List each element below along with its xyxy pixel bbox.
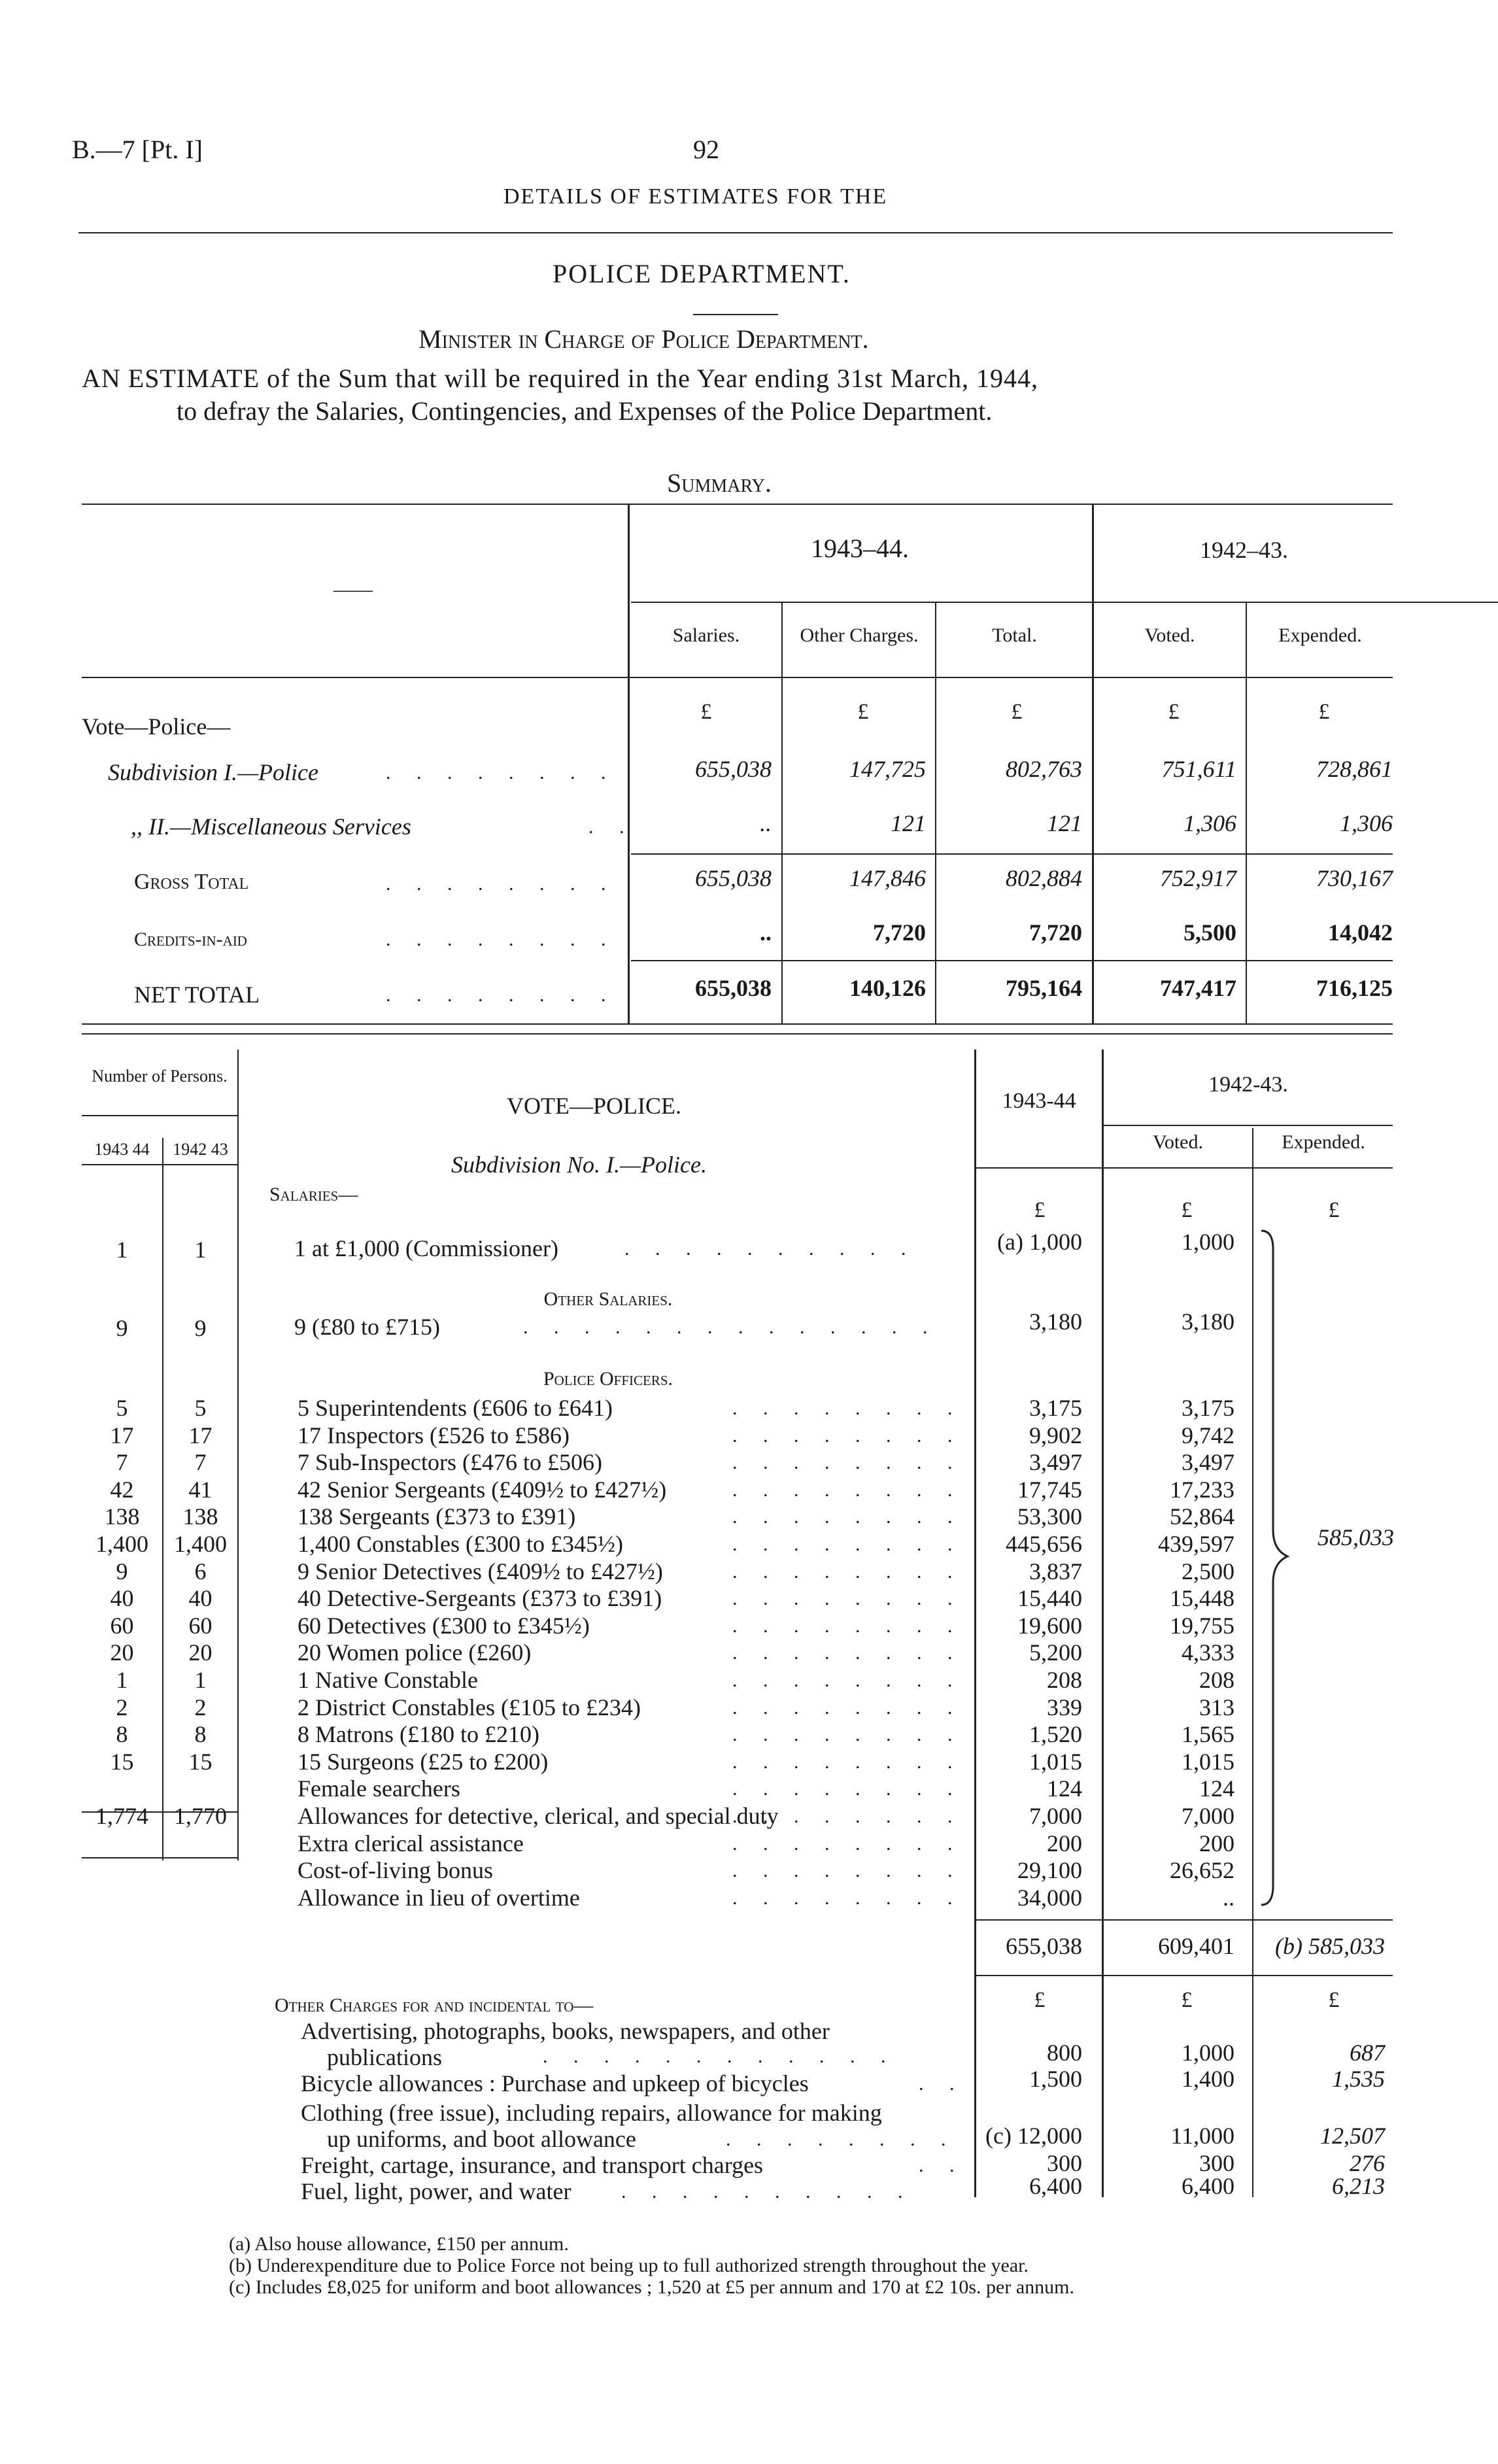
row-label: Extra clerical assistance <box>298 1830 524 1857</box>
leader-dots: . . . . . . . . <box>732 1778 963 1800</box>
value-1942: 1,565 <box>1182 1721 1234 1747</box>
persons-1943: 20 <box>110 1639 134 1666</box>
persons-1943: 1,400 <box>95 1531 148 1557</box>
persons-1942: 15 <box>188 1749 213 1775</box>
persons-1942: 138 <box>182 1503 218 1530</box>
pound-sign: £ <box>1328 1198 1340 1222</box>
total-value: 795,164 <box>1006 975 1082 1001</box>
police-officers-heading: Police Officers. <box>543 1368 673 1390</box>
subtotal-rule <box>631 853 1393 855</box>
total-value: 802,763 <box>1006 756 1082 782</box>
summary-col-expended: Expended. <box>1278 625 1362 646</box>
value-1943: 3,837 <box>1029 1558 1082 1584</box>
value-1942: 3,180 <box>1182 1309 1234 1335</box>
other-value: 7,720 <box>873 919 926 946</box>
salaries-value: 655,038 <box>695 975 772 1001</box>
value-1942: 4,333 <box>1182 1639 1234 1666</box>
persons-1943: 9 <box>116 1315 128 1341</box>
value-1943: 445,656 <box>1006 1531 1082 1557</box>
department-title: POLICE DEPARTMENT. <box>553 259 851 288</box>
leader-dots: . . . . . . . . <box>732 1561 963 1583</box>
value-expended: 687 <box>1350 2040 1385 2066</box>
voted-value: 751,611 <box>1161 756 1236 782</box>
total-expended: (b) 585,033 <box>1275 1933 1385 1959</box>
leader-dots: . . . . . . . . . . . . <box>543 2045 896 2067</box>
value-1942: 1,015 <box>1182 1749 1234 1775</box>
row-label: 5 Superintendents (£606 to £641) <box>298 1395 613 1421</box>
other-value: 140,126 <box>849 975 926 1001</box>
salaries-value: 655,038 <box>695 756 772 782</box>
leader-dots: . . . . . . . . <box>732 1533 963 1555</box>
summary-col-salaries: Salaries. <box>672 625 740 646</box>
row-label: 40 Detective-Sergeants (£373 to £391) <box>298 1585 662 1611</box>
col-expended: Expended. <box>1282 1131 1365 1153</box>
summary-bottom-rule <box>82 1033 1393 1035</box>
total-1942: 609,401 <box>1158 1933 1234 1959</box>
totals-rule <box>976 1919 1393 1921</box>
persons-1943: 1 <box>116 1667 128 1693</box>
value-1942: 1,400 <box>1182 2066 1234 2092</box>
row-label: Allowances for detective, clerical, and special duty <box>298 1803 779 1829</box>
value-1942: 11,000 <box>1170 2123 1234 2149</box>
leader-dots: . . . . . . . . <box>732 1887 963 1909</box>
value-1943: 15,440 <box>1017 1585 1082 1611</box>
value-1942: 15,448 <box>1170 1585 1234 1611</box>
row-label: 60 Detectives (£300 to £345½) <box>298 1613 590 1639</box>
value-1943: (c) 12,000 <box>985 2123 1082 2149</box>
row-label: 7 Sub-Inspectors (£476 to £506) <box>298 1449 602 1475</box>
persons-1942: 6 <box>194 1558 207 1584</box>
leader-dots: . . <box>919 2073 965 2095</box>
total-value: 802,884 <box>1006 865 1082 891</box>
row-label: Female searchers <box>298 1775 460 1802</box>
value-1943: 208 <box>1047 1667 1082 1693</box>
persons-1942: 8 <box>194 1721 207 1747</box>
row-label: NET TOTAL <box>134 982 260 1008</box>
value-1942: 26,652 <box>1170 1857 1234 1883</box>
persons-1943: 138 <box>104 1503 140 1530</box>
value-1943: 6,400 <box>1029 2173 1082 2199</box>
value-1943: 34,000 <box>1017 1885 1082 1911</box>
persons-1942: 60 <box>188 1613 213 1639</box>
summary-year-current: 1943–44. <box>811 534 909 563</box>
value-1942: 208 <box>1199 1667 1234 1693</box>
leader-dots: . . . . . . . . <box>732 1724 963 1745</box>
other-salaries-heading: Other Salaries. <box>543 1288 673 1310</box>
value-1943: 124 <box>1047 1775 1082 1802</box>
salaries-value: .. <box>760 919 772 946</box>
leader-dots: . . . . . . . . <box>732 1479 963 1501</box>
row-label: 1 at £1,000 (Commissioner) <box>294 1235 558 1261</box>
value-1942: 2,500 <box>1182 1558 1234 1584</box>
summary-col-rule <box>628 504 630 1023</box>
estimate-line-1: AN ESTIMATE of the Sum that will be required in the Year ending 31st March, 1944, <box>82 364 1039 393</box>
value-1942: 124 <box>1199 1775 1234 1802</box>
persons-1943: 5 <box>116 1395 128 1421</box>
row-label: 9 Senior Detectives (£409½ to £427½) <box>298 1558 663 1584</box>
expended-value: 1,306 <box>1340 810 1393 836</box>
footnote-a: (a) Also house allowance, £150 per annum. <box>229 2233 569 2255</box>
page-number: 92 <box>693 135 719 164</box>
vote-col-rule <box>1252 1128 1253 2197</box>
value-expended: 12,507 <box>1320 2123 1385 2149</box>
leader-dots: . . . . . . . . <box>386 762 617 783</box>
row-label: 2 District Constables (£105 to £234) <box>298 1694 641 1720</box>
row-label: 9 (£80 to £715) <box>294 1314 440 1340</box>
pound-sign: £ <box>1011 700 1023 724</box>
leader-dots: . . . . . . . . <box>726 2129 957 2150</box>
other-value: 121 <box>891 810 926 836</box>
pound-sign: £ <box>1181 1198 1193 1222</box>
persons-1942: 2 <box>194 1694 207 1720</box>
short-rule <box>693 314 778 315</box>
leader-dots: . . . . . . . . <box>732 1506 963 1528</box>
header-rule <box>78 232 1393 233</box>
row-label: 1 Native Constable <box>298 1667 478 1693</box>
leader-dots: . . . . . . . . <box>732 1397 963 1419</box>
persons-1942: 1,770 <box>174 1803 227 1829</box>
value-1943: 53,300 <box>1017 1503 1082 1530</box>
row-label: Cost-of-living bonus <box>298 1857 494 1883</box>
row-label: 1,400 Constables (£300 to £345½) <box>298 1531 623 1557</box>
persons-1942: 17 <box>188 1422 213 1448</box>
persons-1943: 40 <box>110 1585 134 1611</box>
voted-value: 1,306 <box>1183 810 1236 836</box>
value-1942: 300 <box>1199 2150 1234 2176</box>
persons-1942: 9 <box>194 1315 207 1341</box>
footnote-c: (c) Includes £8,025 for uniform and boot allowances ; 1,520 at £5 per annum and 170 at £2 10s. per annum. <box>229 2276 1075 2298</box>
summary-year-previous: 1942–43. <box>1200 537 1288 563</box>
summary-header-rule <box>82 677 1393 678</box>
value-expended: 1,535 <box>1332 2066 1385 2092</box>
years-header-rule <box>976 1167 1393 1169</box>
persons-header-rule <box>82 1115 237 1116</box>
col-1943-44: 1943 44 <box>94 1140 150 1159</box>
summary-bottom-rule <box>82 1023 1393 1025</box>
leader-dots: . . <box>919 2155 965 2176</box>
col-voted: Voted. <box>1153 1131 1203 1153</box>
voted-value: 752,917 <box>1160 865 1236 891</box>
charge-label-cont: up uniforms, and boot allowance <box>327 2126 636 2152</box>
charge-label: Advertising, photographs, books, newspapers, and other <box>301 2018 830 2044</box>
value-1943: 3,175 <box>1029 1395 1082 1421</box>
voted-value: 5,500 <box>1183 919 1236 946</box>
persons-1943: 1,774 <box>95 1803 148 1829</box>
value-1943: 1,500 <box>1029 2066 1082 2092</box>
leader-dots: . . . . . . . . <box>732 1669 963 1691</box>
persons-1942: 20 <box>188 1639 213 1666</box>
persons-total-rule <box>82 1857 237 1858</box>
page-subtitle: DETAILS OF ESTIMATES FOR THE <box>503 184 888 209</box>
value-1943: 300 <box>1047 2150 1082 2176</box>
charge-label-cont: publications <box>327 2044 442 2070</box>
total-value: 121 <box>1047 810 1082 836</box>
summary-title: Summary. <box>667 468 772 498</box>
persons-1942: 5 <box>194 1395 207 1421</box>
vote-label: Vote—Police— <box>82 713 231 740</box>
value-1943: 19,600 <box>1017 1613 1082 1639</box>
persons-1943: 42 <box>110 1477 134 1503</box>
leader-dots: . . . . . . . . . . <box>624 1238 917 1259</box>
net-rule <box>631 960 1393 961</box>
leader-dots: . . . . . . . . <box>732 1615 963 1637</box>
voted-value: 747,417 <box>1160 975 1236 1001</box>
charge-label: Fuel, light, power, and water <box>301 2178 571 2204</box>
expended-value: 728,861 <box>1316 756 1393 782</box>
row-label: 20 Women police (£260) <box>298 1639 532 1666</box>
pound-sign: £ <box>1034 1198 1046 1222</box>
value-1942: .. <box>1223 1885 1234 1911</box>
minister-heading: Minister in Charge of Police Department. <box>418 324 869 354</box>
vote-title: VOTE—POLICE. <box>507 1093 681 1119</box>
persons-1943: 7 <box>116 1449 128 1475</box>
salaries-value: .. <box>760 810 772 836</box>
value-1943: 1,015 <box>1029 1749 1082 1775</box>
value-1942: 7,000 <box>1182 1803 1234 1829</box>
pound-sign: £ <box>857 700 869 724</box>
value-1942: 1,000 <box>1182 1229 1234 1255</box>
value-1943: 17,745 <box>1017 1477 1082 1503</box>
value-1942: 17,233 <box>1170 1477 1234 1503</box>
persons-1942: 40 <box>188 1585 213 1611</box>
persons-subheader-rule <box>82 1164 237 1165</box>
persons-1943: 15 <box>110 1749 134 1775</box>
value-1943: 3,497 <box>1029 1449 1082 1475</box>
value-1943: 200 <box>1047 1830 1082 1857</box>
value-1942: 1,000 <box>1182 2040 1234 2066</box>
value-1943: 7,000 <box>1029 1803 1082 1829</box>
value-1942: 52,864 <box>1170 1503 1234 1530</box>
value-expended: 276 <box>1350 2150 1385 2176</box>
row-label: Subdivision I.—Police <box>108 759 318 785</box>
persons-1943: 2 <box>116 1694 128 1720</box>
bracket-expended-value: 585,033 <box>1318 1524 1394 1550</box>
pound-sign: £ <box>1034 1988 1046 2012</box>
expended-value: 716,125 <box>1316 975 1393 1001</box>
persons-1942: 1,400 <box>174 1531 227 1557</box>
leader-dots: . . . . . . . . <box>732 1833 963 1855</box>
value-1943: 3,180 <box>1029 1309 1082 1335</box>
pound-sign: £ <box>1318 700 1330 724</box>
value-1942: 19,755 <box>1170 1613 1234 1639</box>
persons-1942: 41 <box>188 1477 213 1503</box>
summary-top-rule <box>82 504 1393 505</box>
leader-dots: . . . . . . . . <box>732 1751 963 1773</box>
leader-dots: . . . . . . . . <box>732 1642 963 1664</box>
summary-sub-rule <box>631 602 1498 603</box>
row-label: 138 Sergeants (£373 to £391) <box>298 1503 576 1530</box>
expended-value: 14,042 <box>1328 919 1393 946</box>
value-1943: 1,520 <box>1029 1721 1082 1747</box>
persons-1942: 1 <box>194 1667 207 1693</box>
value-1942: 439,597 <box>1158 1531 1234 1557</box>
leader-dots: . . . . . . . . . . . . . . <box>523 1316 938 1338</box>
row-label: Credits-in-aid <box>134 929 247 950</box>
other-value: 147,725 <box>849 756 926 782</box>
leader-dots: . . . . . . . . <box>732 1697 963 1719</box>
totals-bottom-rule <box>976 1975 1393 1976</box>
value-1942: 3,175 <box>1182 1395 1234 1421</box>
expended-value: 730,167 <box>1316 865 1393 891</box>
total-1943: 655,038 <box>1006 1933 1082 1959</box>
value-1943: 29,100 <box>1017 1857 1082 1883</box>
part-reference: B.—7 [Pt. I] <box>72 135 203 164</box>
total-value: 7,720 <box>1029 919 1082 946</box>
value-1943: 800 <box>1047 2040 1082 2066</box>
salaries-value: 655,038 <box>695 865 772 891</box>
leader-dots: . . . . . . . . <box>732 1860 963 1881</box>
leader-dots: . . . . . . . . <box>386 873 617 895</box>
pound-sign: £ <box>700 700 712 724</box>
value-1942: 9,742 <box>1182 1422 1234 1448</box>
value-1942: 200 <box>1199 1830 1234 1857</box>
years-sub-rule <box>1104 1125 1393 1126</box>
value-1942: 3,497 <box>1182 1449 1234 1475</box>
pound-sign: £ <box>1328 1988 1340 2012</box>
persons-1943: 1 <box>116 1237 128 1263</box>
footnote-b: (b) Underexpenditure due to Police Force not being up to full authorized strength throughout the year. <box>229 2255 1029 2276</box>
estimate-line-2: to defray the Salaries, Contingencies, and Expenses of the Police Department. <box>177 396 993 426</box>
persons-1943: 8 <box>116 1721 128 1747</box>
leader-dots: . . . . . . . . . . <box>621 2181 913 2202</box>
leader-dots: . . . . . . . . <box>386 929 617 950</box>
value-1943: 5,200 <box>1029 1639 1082 1666</box>
leader-dots: . . <box>588 816 635 838</box>
persons-1943: 9 <box>116 1558 128 1584</box>
charge-label: Clothing (free issue), including repairs, allowance for making <box>301 2100 882 2126</box>
other-charges-heading: Other Charges for and incidental to— <box>275 1994 594 2016</box>
vote-col-rule <box>237 1050 239 1860</box>
row-label: 8 Matrons (£180 to £210) <box>298 1721 539 1747</box>
leader-dots: . . . . . . . . <box>732 1452 963 1473</box>
value-expended: 6,213 <box>1332 2173 1385 2199</box>
row-label: 17 Inspectors (£526 to £586) <box>298 1422 570 1448</box>
leader-dots: . . . . . . . . <box>732 1805 963 1827</box>
summary-col-total: Total. <box>992 625 1037 646</box>
brace-icon <box>1259 1229 1291 1906</box>
value-1943: 9,902 <box>1029 1422 1082 1448</box>
col-1942-43: 1942 43 <box>173 1140 228 1159</box>
other-value: 147,846 <box>849 865 926 891</box>
row-label: Allowance in lieu of overtime <box>298 1885 580 1911</box>
leader-dots: . . . . . . . . <box>386 984 617 1006</box>
leader-dots: . . . . . . . . <box>732 1588 963 1609</box>
row-label: ,, II.—Miscellaneous Services <box>131 813 411 840</box>
summary-col-voted: Voted. <box>1144 625 1195 646</box>
year-previous: 1942-43. <box>1208 1072 1288 1097</box>
subdivision-heading: Subdivision No. I.—Police. <box>451 1152 707 1178</box>
row-label: 42 Senior Sergeants (£409½ to £427½) <box>298 1477 667 1503</box>
persons-header: Number of Persons. <box>92 1067 228 1086</box>
year-current: 1943-44 <box>1002 1089 1076 1113</box>
leader-dots: . . . . . . . . <box>732 1425 963 1446</box>
persons-1943: 17 <box>110 1422 134 1448</box>
value-1942: 6,400 <box>1182 2173 1234 2199</box>
value-1943: (a) 1,000 <box>997 1229 1082 1255</box>
summary-stub: —— <box>333 579 373 600</box>
summary-col-other: Other Charges. <box>800 625 919 646</box>
row-label: Gross Total <box>134 870 249 894</box>
row-label: 15 Surgeons (£25 to £200) <box>298 1749 549 1775</box>
charge-label: Bicycle allowances : Purchase and upkeep of bicycles <box>301 2070 809 2096</box>
value-1942: 313 <box>1199 1694 1234 1720</box>
persons-1942: 1 <box>194 1237 207 1263</box>
value-1943: 339 <box>1047 1694 1082 1720</box>
persons-1942: 7 <box>194 1449 207 1475</box>
salaries-heading: Salaries— <box>269 1184 358 1205</box>
pound-sign: £ <box>1168 700 1180 724</box>
pound-sign: £ <box>1181 1988 1193 2012</box>
persons-1943: 60 <box>110 1613 134 1639</box>
charge-label: Freight, cartage, insurance, and transport charges <box>301 2152 764 2178</box>
